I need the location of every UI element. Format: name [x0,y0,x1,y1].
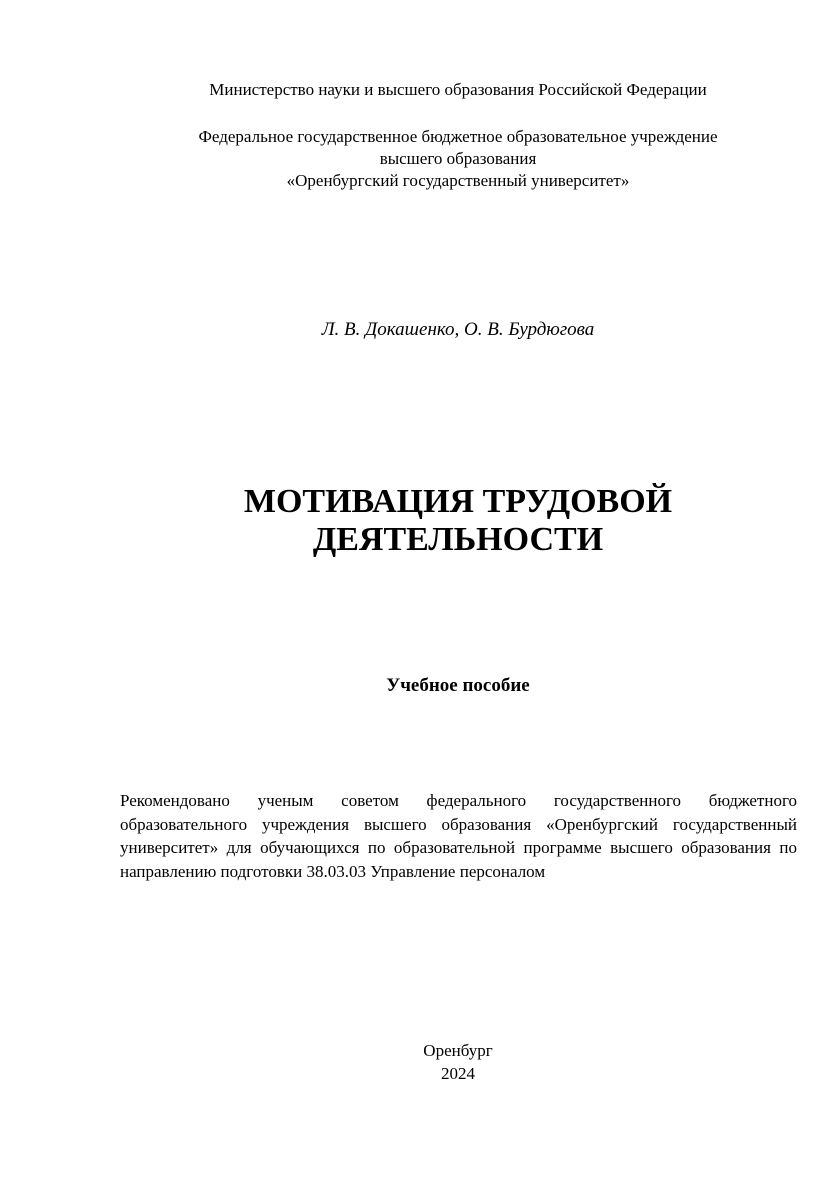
ministry-heading: Министерство науки и высшего образования Российской Федерации [209,80,707,99]
imprint [18,1039,836,1085]
imprint-year: 2024 [441,1064,475,1083]
book-title-line: ДЕЯТЕЛЬНОСТИ [312,521,604,558]
authors: Л. В. Докашенко, О. В. Бурдюгова [321,319,595,340]
book-title-line: МОТИВАЦИЯ ТРУДОВОЙ [243,483,673,520]
institution-line: высшего образования [379,149,537,168]
institution-heading [18,126,836,192]
book-title [18,483,836,559]
institution-line: «Оренбургский государственный университет» [286,171,630,190]
institution-line: Федеральное государственное бюджетное образовательное учреждение [198,127,718,146]
book-subtitle: Учебное пособие [386,675,530,696]
imprint-city: Оренбург [423,1041,493,1060]
recommendation-paragraph: Рекомендовано ученым советом федерального государственного бюджетного образовательного учреждения высшего образования «Оренбургский государственный университет» для обучающихся по образовательной программе высшего образования по направлению подготовки 38.03.03 Управление персоналом [120,791,797,881]
